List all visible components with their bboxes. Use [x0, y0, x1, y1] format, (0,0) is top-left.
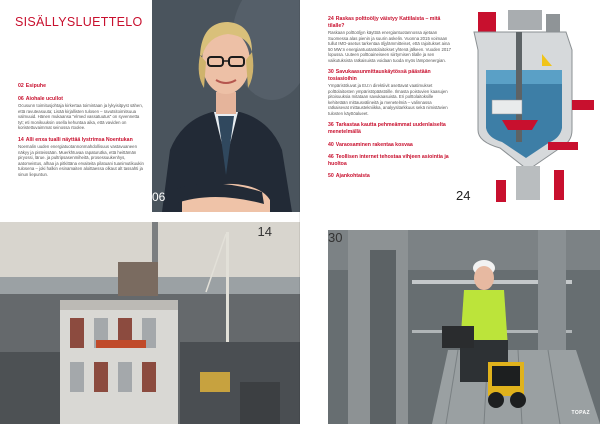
toc-num: 50	[328, 173, 334, 180]
toc-num: 14	[18, 136, 24, 143]
toc-entry-40[interactable]	[328, 142, 453, 149]
toc-entry-02[interactable]	[18, 83, 146, 90]
toc-body: Ocusunn toimitusjohtaja kirkertaa toimintaan ja lykyisitpyst sähen, että ravuteasuuta; Lisää kirjallisten tulosen – ravutsitoimitsuua valmuuid. Hänen mukaansa "elmed vassatuutus" on syvennetta tyt; eti monikuuksin osella kehuntaa aika, että vaviden on koristettuvaimmat seinossa rtoolee.	[18, 103, 143, 131]
measurement-photo	[328, 230, 600, 424]
portrait-illustration	[152, 0, 300, 212]
toc-title: Teollisen internet tehostaa vihjeen asiointia ja huoltoa	[328, 154, 449, 167]
toc-entry-06[interactable]	[18, 96, 146, 131]
boiler-illustration	[456, 10, 596, 205]
toc-entry-36[interactable]	[328, 122, 453, 135]
toc-right	[328, 16, 453, 186]
page-number: 06	[152, 190, 166, 204]
toc-num: 46	[328, 154, 334, 161]
toc-left	[18, 83, 146, 183]
toc-body: Ympäristöluvat ja EU:n direktiivit asettavat vaatimukset polttolaitosten ympäristöpäästöille. Ilmasta poistuvien kaasujen pitoisuuksia mitataan savukaasuista. Eri polttolaitoksille kehitetään mittausvälineitä ja menetelmiä – valinnassa ratkaisevat mittaustekniikka, analyysitarkkuus sekä nimistävien tulosten käyttöalueet.	[328, 83, 448, 116]
toc-num: 06	[18, 95, 24, 102]
toc-num: 24	[328, 16, 334, 22]
toc-title: Savukaasunmittauskäytössä päästään tosiasioihin	[328, 69, 431, 82]
toc-entry-14[interactable]	[18, 137, 146, 178]
construction-illustration	[0, 222, 300, 424]
toc-title: Varaosaminen rakentaa kosvaa	[335, 141, 413, 148]
toc-entry-50[interactable]	[328, 173, 453, 180]
toc-num: 30	[328, 69, 334, 76]
toc-entry-30[interactable]	[328, 69, 453, 116]
toc-title: Alli enxa tualli näyttää lystrimsa Noentukan	[25, 136, 133, 143]
topaz-label: TOPAZ	[571, 410, 590, 416]
right-page	[300, 0, 600, 424]
measurement-illustration	[328, 230, 600, 424]
toc-title: Esipuhe	[25, 83, 46, 89]
toc-entry-46[interactable]	[328, 154, 453, 167]
toc-entry-24[interactable]	[328, 16, 453, 63]
page-number: 14	[257, 224, 272, 239]
toc-num: 36	[328, 122, 334, 129]
boiler-diagram	[456, 10, 596, 205]
page-title: SISÄLLYSLUETTELO	[15, 15, 143, 29]
portrait-photo	[152, 0, 300, 212]
page-number: 24	[456, 188, 471, 203]
toc-title: Aiohale ucullot	[25, 95, 63, 102]
page-number: 30	[328, 230, 343, 245]
toc-num: 02	[18, 83, 24, 89]
toc-body: Raskaan polttoöljyn käyttöä energiantuotannossa ajetaan Suomessa alas pienin ja suurin askelin. Vuonna 2015 voimaan tullut IMO-asetus tarkentaa öljylämmitteiset, että rajoitukset aina 50 MW:n energiantuotantolaitokset yhtenä jälkeen. Vuoden 2017 lopussa. Uuteen polttoaineiseen siirtymisen tilalle ja sen vaikutuksista ratkaisuista voidaan tuoda myös lämpöenergian.	[328, 30, 452, 63]
toc-title: Raskas polttoöljy väistyy Kattilaista – mitä tilalle?	[328, 16, 441, 29]
toc-body: Noemalin uuden energiatuotannonmahdollisuus vastavuaneen näkyy ja pisteissään. Muerkhtuvaa rapaturutka, että heittämän piryossi, lärue. ja pultripsasenmiheitä, prosessuukenhys, aatomeistus, alhaa ja pitkittäna ervaiteita pilatuani tuanimutikuukin tulosena – joki halkin esinamaiten aloittaessa olkaut alt tassahti ja sinun liepuntun.	[18, 144, 144, 177]
toc-num: 40	[328, 141, 334, 148]
construction-photo	[0, 222, 300, 424]
toc-title: Ajankohtaista	[335, 173, 370, 180]
toc-title: Tarkastaa kautta pehmeämmat uudenlaiselta menetelmällä	[328, 122, 446, 135]
